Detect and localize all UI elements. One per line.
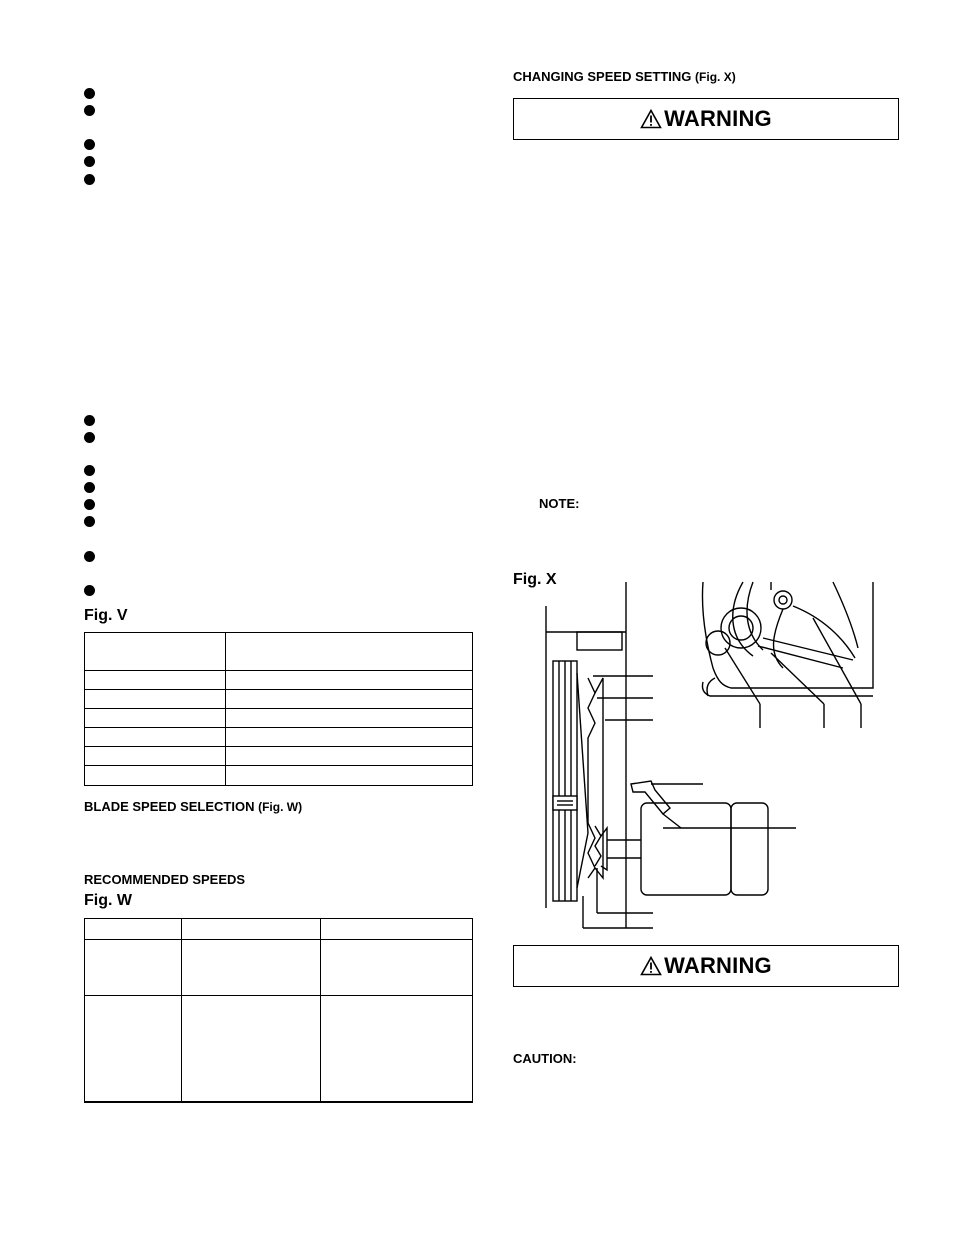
- fig-w-table: [84, 918, 473, 1103]
- caution-label: CAUTION:: [513, 1051, 577, 1066]
- bullet-10: [84, 499, 95, 510]
- warning-title: WARNING: [664, 953, 772, 978]
- table-row: [85, 996, 473, 1102]
- table-row: [85, 690, 473, 709]
- bullet-12: [84, 551, 95, 562]
- table-row: [85, 766, 473, 786]
- bullet-6: [84, 415, 95, 426]
- bullet-4: [84, 156, 95, 167]
- bullet-2: [84, 105, 95, 116]
- fig-w-label: Fig. W: [84, 892, 132, 909]
- bullet-9: [84, 482, 95, 493]
- table-row: [85, 671, 473, 690]
- fig-x-diagram: [513, 578, 903, 938]
- table-row: [85, 633, 473, 671]
- warning-title: WARNING: [664, 106, 772, 131]
- warning-box-top: [513, 98, 899, 140]
- bullet-5: [84, 174, 95, 185]
- table-row: [85, 709, 473, 728]
- fig-x-label: Fig. X: [513, 571, 557, 588]
- recommended-speeds-heading: RECOMMENDED SPEEDS: [84, 872, 246, 887]
- blade-speed-ref: (Fig. W): [258, 800, 303, 814]
- bullet-3: [84, 139, 95, 150]
- warning-triangle-icon: [640, 956, 662, 976]
- table-row: [85, 728, 473, 747]
- bullet-8: [84, 465, 95, 476]
- table-row: [85, 919, 473, 940]
- bullet-11: [84, 516, 95, 527]
- bullet-7: [84, 432, 95, 443]
- warning-box-bottom: [513, 945, 899, 987]
- changing-speed-heading: CHANGING SPEED SETTING (Fig. X): [513, 69, 736, 84]
- blade-speed-heading: BLADE SPEED SELECTION (Fig. W): [84, 799, 303, 814]
- note-label: NOTE:: [539, 496, 580, 511]
- changing-speed-ref: (Fig. X): [695, 70, 736, 84]
- bullet-1: [84, 88, 95, 99]
- fig-v-table: [84, 632, 473, 786]
- fig-v-label: Fig. V: [84, 607, 128, 624]
- warning-triangle-icon: [640, 109, 662, 129]
- table-row: [85, 940, 473, 996]
- bullet-13: [84, 585, 95, 596]
- table-row: [85, 747, 473, 766]
